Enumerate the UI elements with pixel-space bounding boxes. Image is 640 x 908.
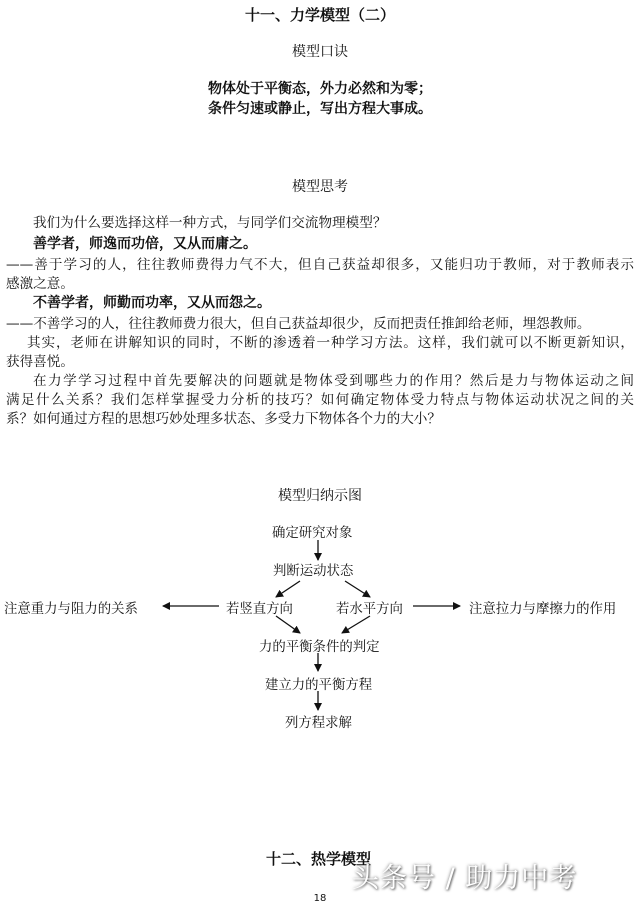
flow-step-solve: 列方程求解 (285, 716, 352, 731)
flow-step-equilibrium-condition: 力的平衡条件的判定 (259, 640, 380, 655)
flow-step-identify-object: 确定研究对象 (272, 526, 353, 541)
paragraph-line: 其实，老师在讲解知识的同时，不断的渗透着一种学习方法。这样，我们就可以不断更新知识， (27, 335, 634, 351)
section-title: 十一、力学模型（二） (244, 6, 395, 24)
watermark-text: 头条号 / 助力中考 (352, 863, 578, 894)
thinking-heading: 模型思考 (292, 179, 348, 195)
paragraph-line: 获得喜悦。 (6, 354, 74, 370)
arrow-left-to-step3 (276, 616, 300, 633)
paragraph-line: 我们为什么要选择这样一种方式，与同学们交流物理模型？ (33, 215, 387, 231)
quote-line: 善学者，师逸而功倍，又从而庸之。 (33, 236, 257, 252)
paragraph-line: 感激之意。 (6, 276, 74, 292)
flow-step-build-equation: 建立力的平衡方程 (265, 678, 373, 693)
arrow-step2-to-left (276, 581, 300, 597)
flow-branch-horizontal: 若水平方向 (336, 602, 403, 617)
quote-line: 不善学者，师勤而功率，又从而怨之。 (33, 295, 271, 311)
paragraph-line: ——善于学习的人，往往教师费得力气不大，但自己获益却很多，又能归功于教师，对于教师表示 (6, 257, 634, 273)
paragraph-line: 满足什么关系？我们怎样掌握受力分析的技巧？如何确定物体受力特点与物体运动状况之间的关 (6, 392, 634, 408)
paragraph-line: ——不善学习的人，往往教师费力很大，但自己获益却很少，反而把责任推卸给老师，埋怨教师。 (6, 316, 591, 332)
paragraph-line: 在力学学习过程中首先要解决的问题就是物体受到哪些力的作用？然后是力与物体运动之间 (33, 373, 634, 389)
mnemonic-line-1: 物体处于平衡态，外力必然和为零； (208, 81, 432, 97)
flow-branch-vertical: 若竖直方向 (226, 602, 293, 617)
mnemonic-line-2: 条件匀速或静止，写出方程大事成。 (208, 101, 432, 117)
flow-note-gravity-resistance: 注意重力与阻力的关系 (4, 602, 138, 617)
arrow-right-to-step3 (342, 616, 370, 633)
flow-note-tension-friction: 注意拉力与摩擦力的作用 (469, 602, 617, 617)
next-section-title: 十二、热学模型 (266, 850, 372, 868)
page-number: 18 (313, 893, 327, 904)
flow-step-judge-motion: 判断运动状态 (273, 564, 354, 579)
flowchart-heading: 模型归纳示图 (278, 488, 362, 504)
arrow-step2-to-right (345, 581, 370, 597)
mnemonic-heading: 模型口诀 (292, 44, 348, 60)
paragraph-line: 系？如何通过方程的思想巧妙处理多状态、多受力下物体各个力的大小？ (6, 411, 441, 427)
